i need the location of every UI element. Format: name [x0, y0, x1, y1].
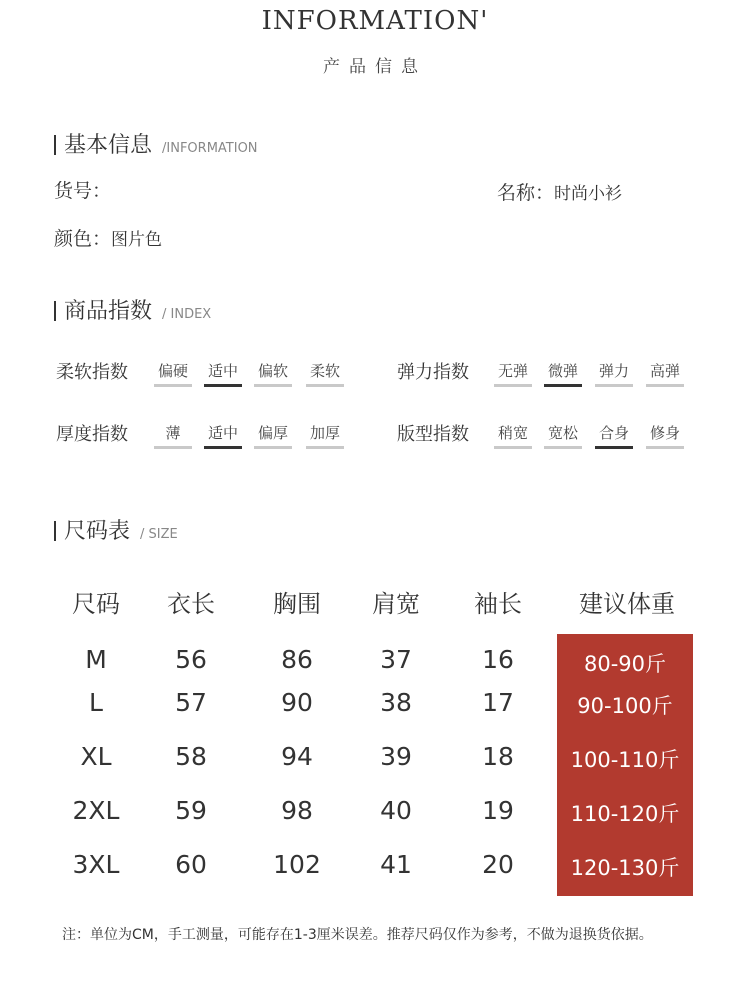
- index-option: 柔软: [306, 360, 344, 387]
- size-header-cell: 衣长: [167, 590, 215, 618]
- section-en: / SIZE: [140, 527, 178, 542]
- color-field: [54, 224, 162, 251]
- size-cell: 57: [175, 688, 207, 717]
- section-title: 基本信息: [64, 133, 153, 158]
- section-marker: [54, 135, 56, 155]
- section-en: / INDEX: [162, 307, 212, 322]
- item-no-field: [54, 176, 111, 203]
- size-cell: 60: [175, 850, 207, 879]
- size-cell: 18: [482, 742, 514, 771]
- item-no-label: 货号：: [54, 180, 112, 202]
- size-cell: L: [89, 688, 103, 717]
- size-cell: 58: [175, 742, 207, 771]
- size-weight-cell: 80-90斤: [583, 652, 667, 676]
- section-title: 商品指数: [64, 299, 153, 324]
- size-cell: 20: [482, 850, 514, 879]
- index-option: 弹力: [595, 360, 633, 387]
- size-cell: 86: [281, 645, 313, 674]
- size-cell: 94: [281, 742, 313, 771]
- size-cell: 102: [273, 850, 321, 879]
- size-cell: 41: [380, 850, 412, 879]
- measurement-note: 注：单位为CM，手工测量，可能存在1-3厘米误差。推荐尺码仅作为参考，不做为退换货依据。: [62, 927, 653, 943]
- size-cell: 40: [380, 796, 412, 825]
- index-label: 弹力指数: [397, 362, 469, 383]
- size-cell: 38: [380, 688, 412, 717]
- index-option: 偏硬: [154, 360, 192, 387]
- size-header-cell: 胸围: [273, 590, 321, 618]
- size-cell: M: [85, 645, 107, 674]
- size-cell: 3XL: [72, 850, 120, 879]
- index-option-selected: 合身: [595, 422, 633, 449]
- size-header-cell: 袖长: [474, 590, 522, 618]
- section-marker: [54, 301, 56, 321]
- index-label: 版型指数: [397, 424, 469, 445]
- size-cell: 59: [175, 796, 207, 825]
- size-header-cell: 肩宽: [372, 590, 420, 618]
- index-option-selected: 适中: [204, 422, 242, 449]
- size-cell: 56: [175, 645, 207, 674]
- name-value: 时尚小衫: [554, 184, 623, 204]
- index-option-selected: 微弹: [544, 360, 582, 387]
- size-header-cell: 建议体重: [579, 590, 675, 618]
- index-option-selected: 适中: [204, 360, 242, 387]
- size-cell: 19: [482, 796, 514, 825]
- size-cell: 16: [482, 645, 514, 674]
- section-product-index: [54, 294, 211, 325]
- page-subtitle: 产品信息: [323, 57, 427, 77]
- page-title: INFORMATION': [261, 6, 489, 36]
- index-option: 无弹: [494, 360, 532, 387]
- product-name-field: [497, 178, 622, 205]
- index-option: 宽松: [544, 422, 582, 449]
- section-marker: [54, 521, 56, 541]
- size-cell: 37: [380, 645, 412, 674]
- size-weight-cell: 90-100斤: [577, 694, 673, 718]
- index-option: 高弹: [646, 360, 684, 387]
- index-option: 偏厚: [254, 422, 292, 449]
- size-weight-cell: 100-110斤: [570, 748, 680, 772]
- section-title: 尺码表: [64, 519, 131, 544]
- index-option: 薄: [154, 422, 192, 449]
- size-cell: 2XL: [72, 796, 120, 825]
- color-value: 图片色: [111, 230, 163, 250]
- size-cell: 17: [482, 688, 514, 717]
- color-label: 颜色：: [54, 228, 112, 250]
- size-header-cell: 尺码: [72, 590, 120, 618]
- size-cell: 98: [281, 796, 313, 825]
- size-cell: 39: [380, 742, 412, 771]
- index-option: 修身: [646, 422, 684, 449]
- index-label: 柔软指数: [56, 362, 128, 383]
- size-weight-cell: 110-120斤: [570, 802, 680, 826]
- size-cell: 90: [281, 688, 313, 717]
- section-size-table: [54, 514, 178, 545]
- name-label: 名称：: [497, 182, 555, 204]
- section-en: /INFORMATION: [162, 141, 258, 156]
- index-option: 加厚: [306, 422, 344, 449]
- section-basic-info: [54, 128, 258, 159]
- size-weight-cell: 120-130斤: [570, 856, 680, 880]
- index-option: 稍宽: [494, 422, 532, 449]
- index-option: 偏软: [254, 360, 292, 387]
- index-label: 厚度指数: [56, 424, 128, 445]
- size-cell: XL: [80, 742, 112, 771]
